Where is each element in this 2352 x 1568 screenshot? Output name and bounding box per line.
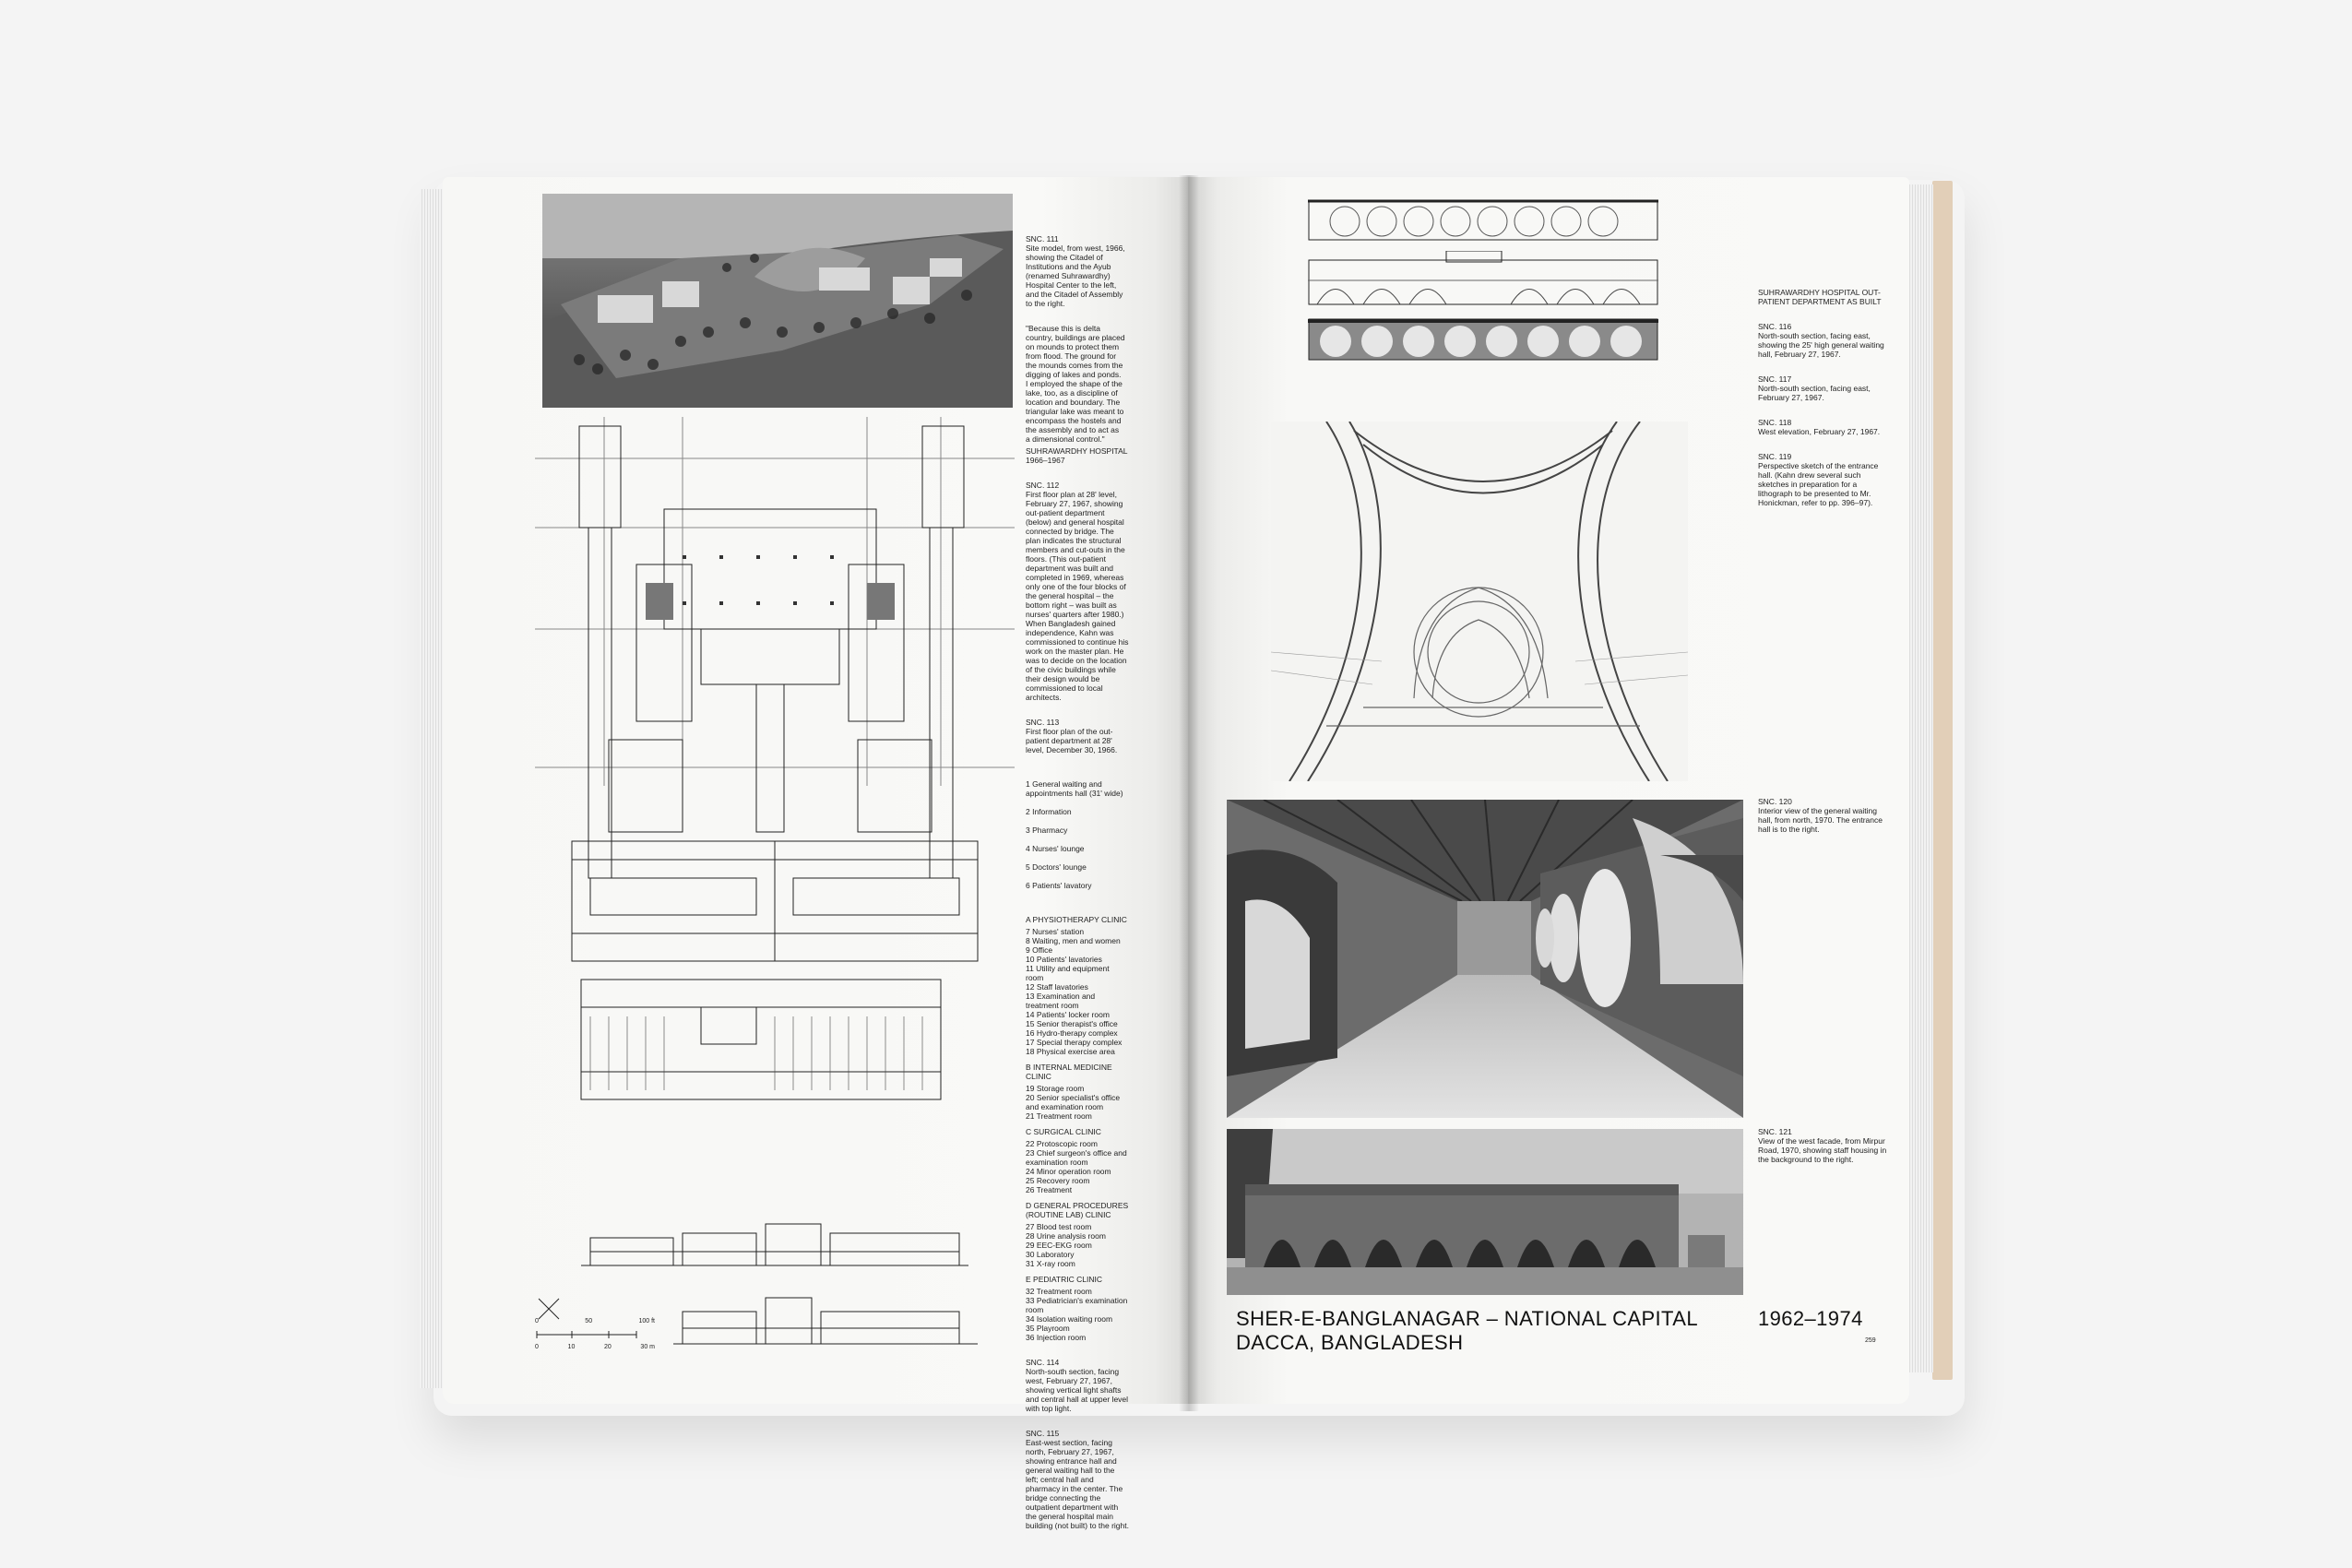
legend-item: 1 General waiting and appointments hall (31' wide) (1026, 779, 1123, 798)
site-model-caption-block (1026, 225, 1125, 459)
book-spine-shadow (1179, 175, 1199, 1411)
section-heading-hospital: SUHRAWARDHY HOSPITAL 1966–1967 (1026, 446, 1128, 465)
legend-item: 32 Treatment room (1026, 1287, 1092, 1296)
clinic-group-heading: C SURGICAL CLINIC (1026, 1127, 1101, 1136)
scale-m-30: 30 m (640, 1344, 655, 1350)
legend-item: 3 Pharmacy (1026, 826, 1068, 835)
legend-item: 15 Senior therapist's office (1026, 1019, 1118, 1028)
caption-114: SNC. 114 North-south section, facing west, February 27, 1967, showing vertical light shafts and central hall at upper level with top light. (1026, 1358, 1129, 1413)
section-heading-opd: SUHRAWARDHY HOSPITAL OUT-PATIENT DEPARTMENT AS BUILT (1758, 288, 1882, 306)
legend-item: 17 Special therapy complex (1026, 1038, 1123, 1047)
legend-item: 14 Patients' locker room (1026, 1010, 1110, 1019)
legend-item: 13 Examination and treatment room (1026, 992, 1096, 1010)
legend-item: 5 Doctors' lounge (1026, 862, 1087, 872)
clinic-group-heading: D GENERAL PROCEDURES (ROUTINE LAB) CLINIC (1026, 1201, 1129, 1219)
west-facade-photo (1227, 1129, 1743, 1295)
hospital-floor-plan (535, 417, 1015, 1155)
east-west-section-drawing (673, 1293, 978, 1348)
legend-item: 36 Injection room (1026, 1333, 1087, 1342)
legend-item: 9 Office (1026, 945, 1053, 955)
kahn-quote: "Because this is delta country, buildings are placed on mounds to protect them from flood. The ground for the mounds comes from the digging of lakes and ponds. I employed the shape of the lake, too, as a discipline of location and boundary. The triangular lake was meant to encompass the hostels and the assembly and to act as a dimensional control." (1026, 324, 1125, 444)
legend-item: 7 Nurses' station (1026, 927, 1085, 936)
caption-117: SNC. 117 North-south section, facing east, February 27, 1967. (1758, 374, 1871, 402)
caption-119: SNC. 119 Perspective sketch of the entrance hall. (Kahn drew several such sketches in preparation for a lithograph to be presented to Mr. Honickman, refer to pp. 396–97). (1758, 452, 1879, 507)
legend-item: 4 Nurses' lounge (1026, 844, 1085, 853)
legend-item: 28 Urine analysis room (1026, 1231, 1106, 1241)
caption-118: SNC. 118 West elevation, February 27, 1967. (1758, 418, 1881, 436)
perspective-sketch-119 (1271, 422, 1688, 781)
chapter-title-line1: SHER-E-BANGLANAGAR – NATIONAL CAPITAL (1236, 1307, 1698, 1330)
caption-112: SNC. 112 First floor plan at 28' level, February 27, 1967, showing out-patient department (below) and general hospital connected by bridge. The plan indicates the structural members and cut-outs in the floors. (This out-patient department was built and completed in 1969, whereas only one of the four blocks of the general hospital – the bottom right – was built as nurses' quarters after 1980.) When Bangladesh gained independence, Kahn was commissioned to continue his work on the master plan. He was to decide on the location of the civic buildings while their design would be commissioned to local architects. (1026, 481, 1129, 702)
interior-waiting-hall-photo (1227, 800, 1743, 1118)
site-model-photo (542, 194, 1013, 408)
caption-120: SNC. 120 Interior view of the general waiting hall, from north, 1970. The entrance hall is to the right. (1758, 797, 1883, 834)
left-page (443, 177, 1192, 1530)
legend-item: 20 Senior specialist's office and examination room (1026, 1093, 1121, 1111)
caption-116: SNC. 116 North-south section, facing east, showing the 25' high general waiting hall, February 27, 1967. (1758, 322, 1884, 359)
legend-item: 6 Patients' lavatory (1026, 881, 1092, 890)
scale-feet-100: 100 ft (638, 1318, 655, 1324)
legend-item: 11 Utility and equipment room (1026, 964, 1110, 982)
legend-item: 16 Hydro-therapy complex (1026, 1028, 1118, 1038)
scale-feet-0: 0 (535, 1318, 539, 1324)
north-south-section-drawing (581, 1219, 968, 1275)
legend-item: 31 X-ray room (1026, 1259, 1075, 1268)
hospital-section-116 (1308, 194, 1658, 242)
legend-item: 19 Storage room (1026, 1084, 1085, 1093)
scale-m-10: 10 (567, 1344, 576, 1350)
page-edges-right (1907, 184, 1933, 1372)
chapter-title (1236, 1307, 1752, 1355)
page-number: 259 (1865, 1337, 1876, 1344)
legend-item: 27 Blood test room (1026, 1222, 1092, 1231)
legend-item: 21 Treatment room (1026, 1111, 1092, 1121)
legend-item: 24 Minor operation room (1026, 1167, 1111, 1176)
scale-feet-50: 50 (585, 1318, 593, 1324)
book-cover-edge (1932, 181, 1953, 1380)
clinic-group-heading: E PEDIATRIC CLINIC (1026, 1275, 1102, 1284)
clinic-group (1026, 1201, 1129, 1268)
legend-item: 23 Chief surgeon's office and examination room (1026, 1148, 1127, 1167)
caption-115: SNC. 115 East-west section, facing north, February 27, 1967, showing entrance hall and general waiting hall to the left; central hall and pharmacy in the center. The bridge connecting the outpatient department with the general hospital main building (not built) to the right. (1026, 1429, 1129, 1530)
west-elevation-118 (1308, 317, 1658, 362)
clinic-group-heading: A PHYSIOTHERAPY CLINIC (1026, 915, 1127, 924)
right-caption-top (1758, 279, 1887, 523)
clinic-groups (1026, 915, 1129, 1342)
clinic-group (1026, 1063, 1129, 1121)
caption-121: SNC. 121 View of the west facade, from Mirpur Road, 1970, showing staff housing in the background to the right. (1758, 1127, 1887, 1164)
scale-m-20: 20 (603, 1344, 612, 1350)
right-page (1188, 177, 1909, 1404)
legend-item: 35 Playroom (1026, 1324, 1070, 1333)
scale-bar (535, 1318, 655, 1365)
legend-list (1026, 770, 1129, 899)
legend-item: 10 Patients' lavatories (1026, 955, 1102, 964)
legend-item: 29 EEC-EKG room (1026, 1241, 1092, 1250)
legend-item: 2 Information (1026, 807, 1072, 816)
legend-item: 12 Staff lavatories (1026, 982, 1088, 992)
left-caption-column (1026, 437, 1129, 1546)
hospital-section-117 (1308, 251, 1658, 306)
clinic-group (1026, 915, 1129, 1056)
clinic-group-heading: B INTERNAL MEDICINE CLINIC (1026, 1063, 1112, 1081)
legend-item: 34 Isolation waiting room (1026, 1314, 1113, 1324)
page-edges-left (420, 189, 445, 1388)
clinic-group (1026, 1127, 1129, 1194)
caption-113: SNC. 113 First floor plan of the out-patient department at 28' level, December 30, 1966. (1026, 718, 1118, 754)
clinic-group (1026, 1275, 1129, 1342)
scale-m-0: 0 (535, 1344, 539, 1350)
legend-item: 25 Recovery room (1026, 1176, 1090, 1185)
legend-item: 33 Pediatrician's examination room (1026, 1296, 1128, 1314)
legend-item: 22 Protoscopic room (1026, 1139, 1098, 1148)
chapter-title-line2: DACCA, BANGLADESH (1236, 1331, 1464, 1354)
legend-item: 26 Treatment (1026, 1185, 1073, 1194)
legend-item: 18 Physical exercise area (1026, 1047, 1115, 1056)
caption-111: SNC. 111 Site model, from west, 1966, showing the Citadel of Institutions and the Ayub (renamed Suhrawardhy) Hospital Center to the left, and the Citadel of Assembly to the right. (1026, 234, 1125, 308)
legend-item: 8 Waiting, men and women (1026, 936, 1121, 945)
legend-item: 30 Laboratory (1026, 1250, 1075, 1259)
chapter-years: 1962–1974 (1758, 1307, 1863, 1330)
